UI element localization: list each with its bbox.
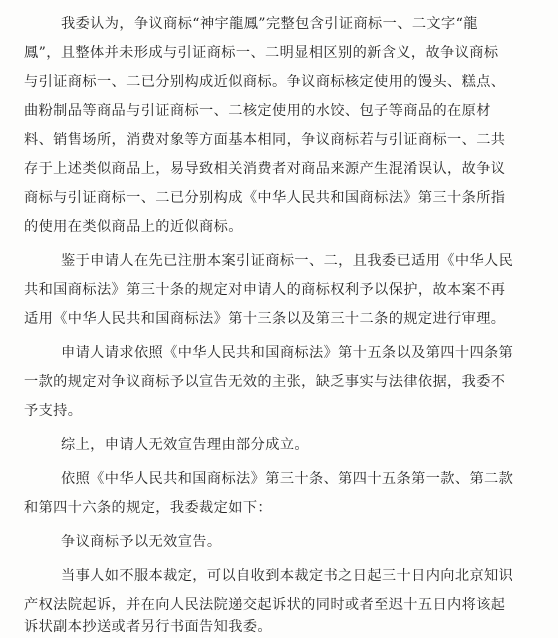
- text-line: 曲粉制品等商品与引证商标一、二核定使用的水饺、包子等商品的在原材: [24, 103, 491, 119]
- text-line: 一款的规定对争议商标予以宣告无效的主张，缺乏事实与法律依据，我委不: [24, 374, 506, 390]
- text-line: 料、销售场所，消费对象等方面基本相同，争议商标若与引证商标一、二共: [24, 132, 506, 148]
- text-line: 鉴于申请人在先已注册本案引证商标一、二，且我委已适用《中华人民: [61, 253, 514, 269]
- text-line: 与引证商标一、二已分别构成近似商标。争议商标核定使用的馒头、糕点、: [24, 74, 506, 90]
- text-line: 申请人请求依照《中华人民共和国商标法》第十五条以及第四十四条第: [61, 345, 514, 361]
- text-line: 存于上述类似商品上，易导致相关消费者对商品来源产生混淆误认，故争议: [24, 161, 506, 177]
- text-line: 我委认为，争议商标“神宇龍鳳”完整包含引证商标一、二文字“龍: [61, 16, 478, 32]
- text-line: 当事人如不服本裁定，可以自收到本裁定书之日起三十日内向北京知识: [61, 568, 514, 584]
- text-line: 商标与引证商标一、二已分别构成《中华人民共和国商标法》第三十条所指: [24, 190, 506, 206]
- text-line: 予支持。: [24, 403, 83, 419]
- text-line: 共和国商标法》第三十条的规定对申请人的商标权利予以保护，故本案不再: [24, 282, 506, 298]
- text-line: 争议商标予以无效宣告。: [61, 534, 222, 550]
- text-line: 鳳”，且整体并未形成与引证商标一、二明显相区别的新含义，故争议商标: [24, 45, 499, 61]
- text-line: 依照《中华人民共和国商标法》第三十条、第四十五条第一款、第二款: [61, 471, 514, 487]
- text-line: 适用《中华人民共和国商标法》第十三条以及第三十二条的规定进行审理。: [24, 311, 506, 327]
- text-line: 产权法院起诉，并在向人民法院递交起诉状的同时或者至迟十五日内将该起: [24, 597, 506, 613]
- text-line: 的使用在类似商品上的近似商标。: [24, 219, 243, 235]
- text-line: 诉状副本抄送或者另行书面告知我委。: [24, 619, 272, 635]
- text-line: 综上，申请人无效宣告理由部分成立。: [61, 437, 309, 453]
- text-line: 和第四十六条的规定，我委裁定如下：: [24, 500, 272, 516]
